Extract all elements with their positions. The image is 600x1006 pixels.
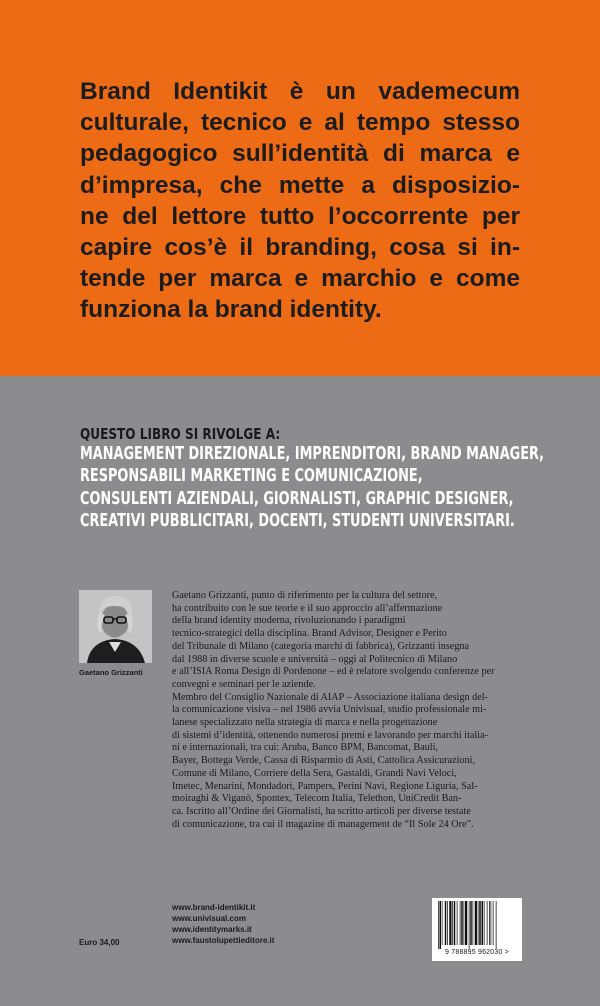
barcode-bar (465, 901, 467, 945)
author-bio (172, 590, 522, 831)
audience-line: RESPONSABILI MARKETING E COMUNICAZIONE, (80, 466, 423, 487)
barcode-bar (457, 901, 458, 945)
bio-line: Imetec, Menarini, Mondadori, Pampers, Perini Navi, Regione Liguria, Sal- (172, 780, 478, 792)
bio-line: ni e internazionali, tra cui: Aruba, Banco BPM, Bancomat, Bauli, (172, 742, 438, 754)
bio-line: moiraghi & Viganò, Spontex, Telecom Italia, Telethon, UniCredit Ban- (172, 793, 462, 805)
barcode-bar (482, 901, 484, 945)
barcode-bar (491, 901, 492, 945)
bio-line: del Tribunale di Milano (categoria marchi di fabbrica), Grizzanti insegna (172, 640, 470, 652)
bio-line: di comunicazione, tra cui il magazine di management de “Il Sole 24 Ore”. (172, 818, 474, 830)
barcode-bar (440, 901, 442, 949)
barcode-bar (470, 901, 472, 945)
barcode-bar (473, 901, 474, 945)
barcode-bar (487, 901, 488, 945)
blurb-line: funziona la brand identity. (80, 296, 382, 324)
blurb-line: ne del lettore tutto l’occorrente per (80, 202, 520, 230)
bio-line: la comunicazione visiva – nel 1986 avvia Univisual, studio professionale mi- (172, 704, 487, 716)
blurb-line: tende per marca e marchio e come (80, 265, 520, 293)
audience-line: CONSULENTI AZIENDALI, GIORNALISTI, GRAPHIC DESIGNER, (80, 488, 514, 509)
url-link[interactable]: www.faustolupettieditore.it (172, 936, 275, 945)
bio-line: dal 1988 in diverse scuole e università – oggi al Politecnico di Milano (172, 653, 458, 665)
barcode-bar (478, 901, 479, 945)
audience-line: CREATIVI PUBBLICITARI, DOCENTI, STUDENTI UNIVERSITARI. (80, 511, 515, 532)
barcode-bar (479, 901, 481, 945)
barcode-icon (436, 901, 518, 949)
bio-line: convegni e seminari per le aziende. (172, 678, 316, 690)
bio-line: ha contribuito con le sue teorie e il suo approccio all’affermazione (172, 602, 443, 614)
url-list (172, 902, 274, 946)
barcode-bar (464, 901, 465, 945)
url-link[interactable]: www.identitymarks.it (172, 925, 252, 934)
barcode-bar (454, 901, 456, 945)
isbn-barcode (432, 898, 522, 961)
barcode-bar (442, 901, 443, 945)
bio-line: Gaetano Grizzanti, punto di riferimento per la cultura del settore, (172, 590, 438, 601)
barcode-bar (489, 901, 490, 945)
barcode-bar (449, 901, 451, 945)
audience-line: MANAGEMENT DIREZIONALE, IMPRENDITORI, BRAND MANAGER, (80, 444, 545, 464)
barcode-bar (493, 901, 494, 945)
bio-line: Membro del Consiglio Nazionale di AIAP – Associazione italiana design del- (172, 691, 488, 703)
blurb-line: Brand Identikit è un vademecum (80, 78, 520, 105)
barcode-bar (460, 901, 461, 945)
price-label: Euro 34,00 (79, 938, 120, 947)
url-link[interactable]: www.brand-identikit.it (172, 903, 256, 912)
url-link[interactable]: www.univisual.com (172, 914, 246, 923)
book-blurb (80, 76, 520, 326)
bio-line: Comune di Milano, Corriere della Sera, Gastaldi, Grandi Navi Veloci, (172, 767, 457, 779)
barcode-bar (484, 901, 485, 945)
bio-line: lanese specializzato nella strategia di marca e nella progettazione (172, 717, 438, 729)
bio-line: di sistemi d’identità, ottenendo numerosi premi e lavorando per marchi italia- (172, 729, 489, 741)
target-audience (80, 425, 545, 533)
barcode-bar (469, 901, 470, 949)
blurb-line: d’impresa, che mette a disposizio- (80, 171, 520, 199)
barcode-bar (452, 901, 453, 945)
bio-line: ca. Iscritto all’Ordine dei Giornalisti, ha scritto articoli per diverse testate (172, 805, 471, 817)
barcode-bar (496, 901, 497, 949)
isbn-digits: 9 788895 962030 (445, 949, 503, 956)
barcode-bar (461, 901, 463, 945)
barcode-bar (438, 901, 439, 949)
bio-line: e all’ISIA Roma Design di Pordenone – ed è relatore svolgendo conferenze per (172, 666, 495, 678)
blurb-line: pedagogico sull’identità di marca e (80, 140, 520, 168)
barcode-bar (445, 901, 447, 945)
bio-line: Bayer, Bottega Verde, Cassa di Risparmio di Asti, Cattolica Assicurazioni, (172, 755, 475, 767)
audience-heading: QUESTO LIBRO SI RIVOLGE A: (80, 425, 281, 443)
bio-line: tecnico-strategici della disciplina. Brand Advisor, Designer e Perito (172, 628, 447, 640)
barcode-bar (475, 901, 477, 945)
blurb-line: capire cos’è il branding, cosa si in- (80, 234, 520, 262)
author-photo (79, 590, 152, 663)
isbn-number: 9 788895 962030 > (445, 949, 509, 956)
photo-caption: Gaetano Grizzanti (79, 668, 143, 677)
bio-paragraph (172, 692, 522, 832)
blurb-line: culturale, tecnico e al tempo stesso (80, 109, 520, 137)
bio-line: della brand identity moderna, rivoluzionando i paradigmi (172, 615, 406, 627)
bio-paragraph (172, 590, 522, 692)
barcode-bar (447, 901, 448, 945)
